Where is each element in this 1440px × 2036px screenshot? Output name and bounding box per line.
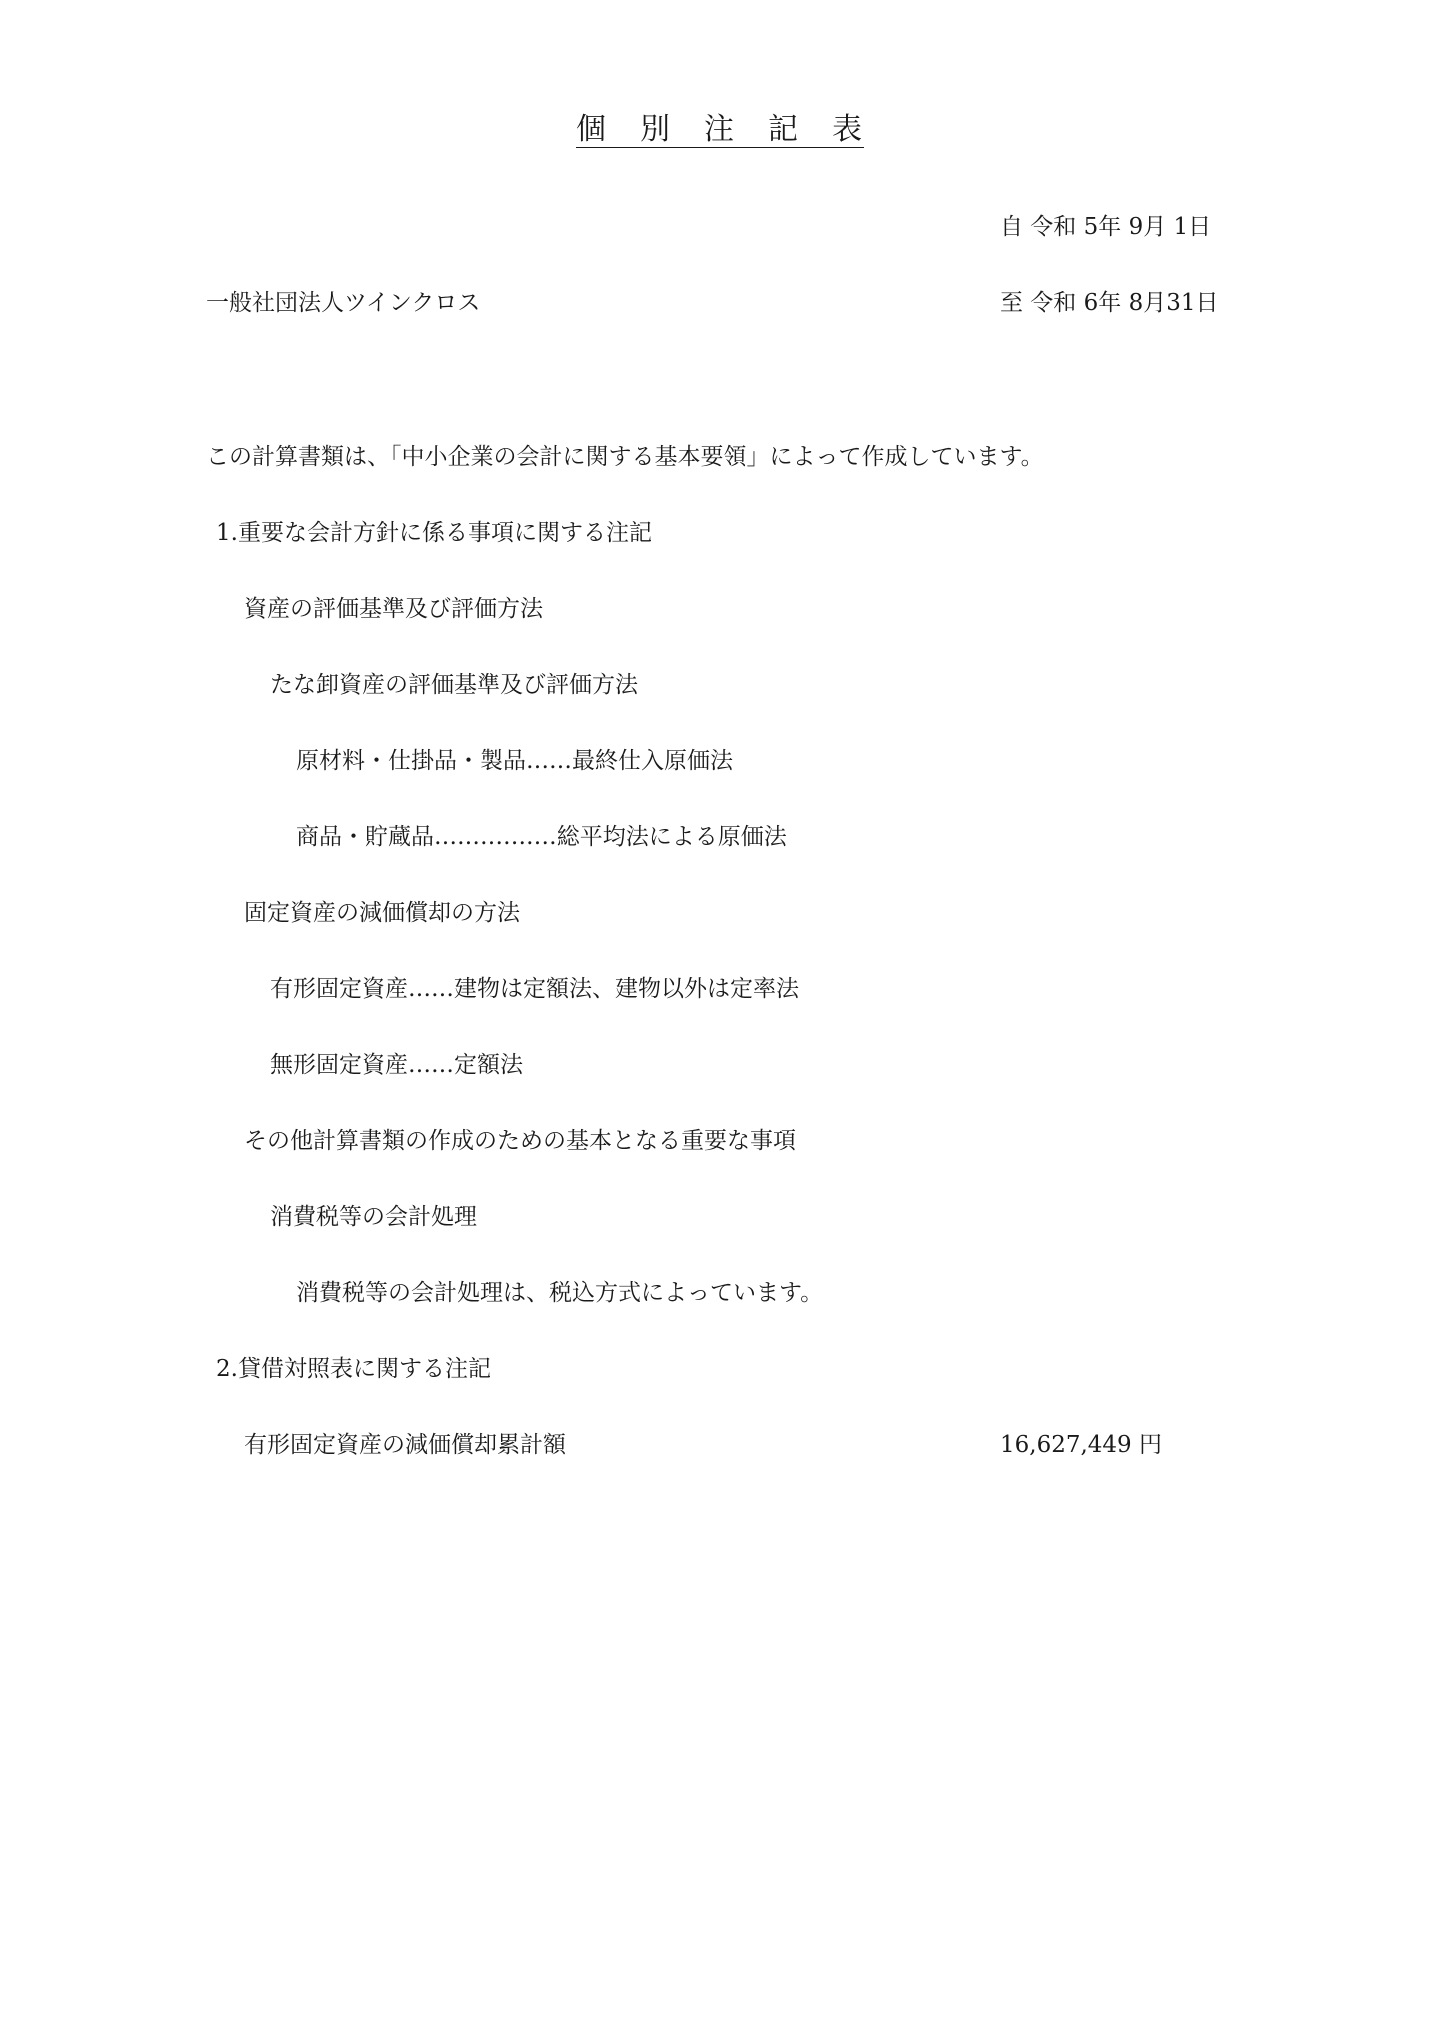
asset-valuation-heading: 資産の評価基準及び評価方法 xyxy=(244,596,543,622)
accumulated-depreciation-label: 有形固定資産の減価償却累計額 xyxy=(244,1432,566,1458)
period-from: 自 令和 5年 9月 1日 xyxy=(1000,214,1212,240)
inventory-item-goods: 商品・貯蔵品‥‥‥‥‥‥‥‥総平均法による原価法 xyxy=(296,824,787,850)
organization-name: 一般社団法人ツインクロス xyxy=(206,290,481,316)
document-title: 個 別 注 記 表 xyxy=(576,112,864,147)
inventory-valuation-heading: たな卸資産の評価基準及び評価方法 xyxy=(270,672,638,698)
consumption-tax-text: 消費税等の会計処理は、税込方式によっています。 xyxy=(296,1280,824,1306)
depreciation-tangible: 有形固定資産‥‥‥建物は定額法、建物以外は定率法 xyxy=(270,976,800,1002)
depreciation-intangible: 無形固定資産‥‥‥定額法 xyxy=(270,1052,524,1078)
consumption-tax-heading: 消費税等の会計処理 xyxy=(270,1204,477,1230)
intro-text: この計算書類は、「中小企業の会計に関する基本要領」によって作成しています。 xyxy=(206,444,1044,470)
accumulated-depreciation-amount: 16,627,449 円 xyxy=(1000,1432,1162,1458)
inventory-item-materials: 原材料・仕掛品・製品‥‥‥最終仕入原価法 xyxy=(296,748,734,774)
period-to: 至 令和 6年 8月31日 xyxy=(1000,290,1219,316)
depreciation-heading: 固定資産の減価償却の方法 xyxy=(244,900,520,926)
other-matters-heading: その他計算書類の作成のための基本となる重要な事項 xyxy=(244,1128,796,1154)
document-title-wrapper xyxy=(0,104,1440,148)
section1-heading: 1.重要な会計方針に係る事項に関する注記 xyxy=(216,520,652,546)
section2-heading: 2.貸借対照表に関する注記 xyxy=(216,1356,491,1382)
